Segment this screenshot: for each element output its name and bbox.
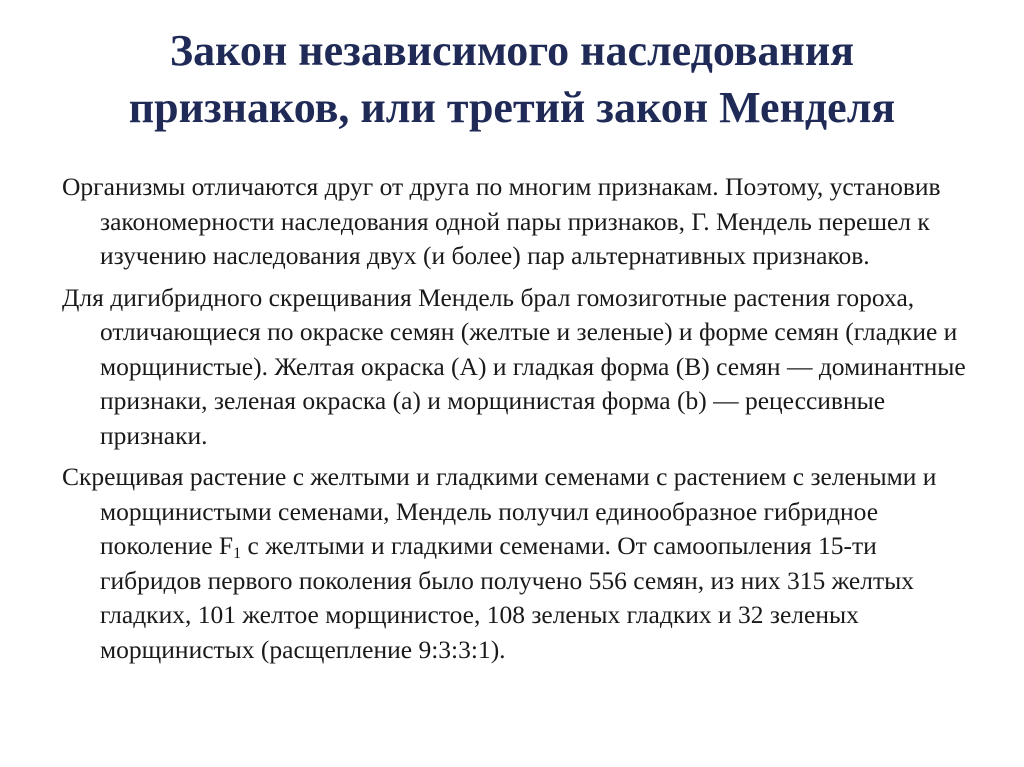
- title-line-1: Закон независимого наследования: [169, 26, 855, 75]
- f1-subscript: 1: [233, 545, 242, 562]
- paragraph-3-part-2: с желтыми и гладкими семенами. От самоопыления 15-ти гибридов первого поколения было получено 556 семян, из них 315 желтых гладких, 101 желтое морщинистое, 108 зеленых гладких и 32 зеленых морщинистых (расщепление 9:3:3:1).: [100, 531, 914, 664]
- paragraph-1: Организмы отличаются друг от друга по многим признакам. Поэтому, установив закономерности наследования одной пары признаков, Г. Мендель перешел к изучению наследования двух (и более) пар альтернативных признаков.: [62, 172, 941, 270]
- slide-title: [40, 22, 984, 136]
- title-line-2: признаков, или третий закон Менделя: [128, 83, 896, 132]
- paragraph-3: [62, 460, 972, 667]
- paragraph-2: Для дигибридного скрещивания Мендель брал гомозиготные растения гороха, отличающиеся по окраске семян (желтые и зеленые) и форме семян (гладкие и морщинистые). Желтая окраска (А) и гладкая форма (В) семян — доминантные признаки, зеленая окраска (а) и морщинистая форма (b) — рецессивные признаки.: [62, 282, 966, 450]
- slide-body: [62, 170, 972, 674]
- paragraph-3-part-1: Скрещивая растение с желтыми и гладкими семенами с растением с зелеными и морщинистыми семенами, Мендель получил единообразное гибридное поколение F: [62, 462, 937, 560]
